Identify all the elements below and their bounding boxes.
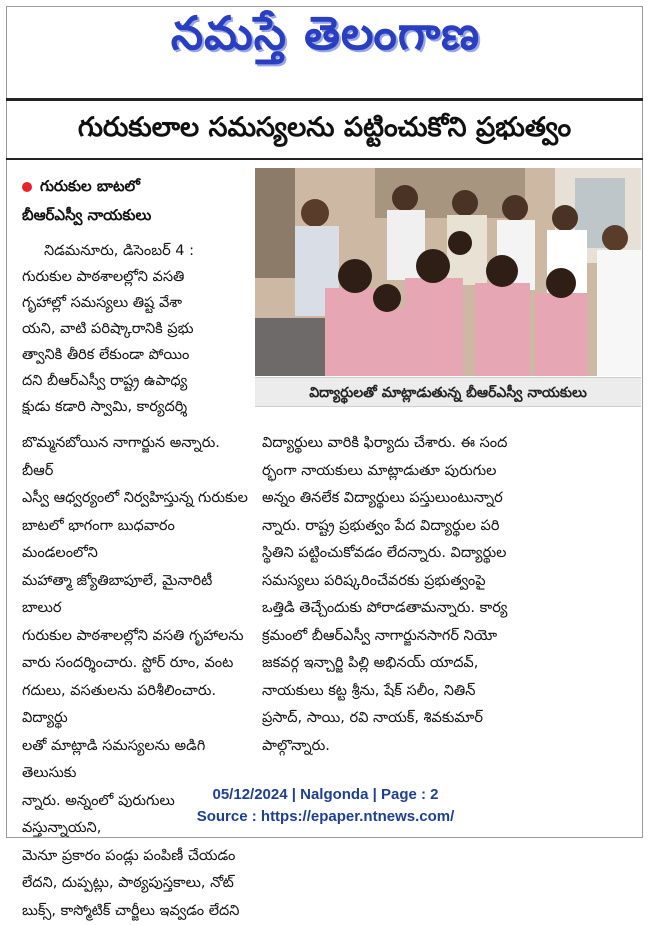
article-line: యని, వాటి పరిష్కారానికి ప్రభు — [22, 316, 254, 342]
subheading-line-1-text: గురుకుల బాటలో — [40, 177, 140, 195]
article-line: బాటలో భాగంగా బుధవారం మండలంలోని — [22, 513, 254, 568]
footer-date-line: 05/12/2024 | Nalgonda | Page : 2 — [0, 786, 651, 803]
subheading-line-2: బీఆర్ఎస్వీ నాయకులు — [22, 201, 252, 230]
masthead-logo: నమస్తే తెలంగాణ — [0, 6, 651, 72]
article-line: లతో మాట్లాడి సమస్యలను అడిగి తెలుసుకు — [22, 733, 254, 788]
article-line: న్నారు. అన్నంలో పురుగులు వస్తున్నాయని, — [22, 788, 254, 843]
article-line: ప్రసాద్, సాయి, రవి నాయక్, శివకుమార్ — [262, 705, 630, 733]
article-line: క్షుడు కడారి స్వామి, కార్యదర్శి — [22, 394, 254, 420]
article-line: నాయకులు కట్ట శ్రీను, షేక్ సలీం, నితిన్ — [262, 678, 630, 706]
photo-caption: విద్యార్థులతో మాట్లాడుతున్న బీఆర్ఎస్వీ నాయకులు — [255, 377, 641, 407]
article-line: విద్యార్థులు వారికి ఫిర్యాదు చేశారు. ఈ సంద — [262, 430, 630, 458]
article-line: ఒత్తిడి తెచ్చేందుకు పోరాడతామన్నారు. కార్య — [262, 595, 630, 623]
headline-divider — [6, 158, 643, 160]
article-line: అన్నం తినలేక విద్యార్థులు పస్తులుంటున్నార — [262, 485, 630, 513]
article-line: స్థితిని పట్టించుకోవడం లేదన్నారు. విద్యార్థుల — [262, 540, 630, 568]
news-photo — [255, 168, 641, 376]
article-line: న్నారు. రాష్ట్ర ప్రభుత్వం పేద విద్యార్థుల పరి — [262, 513, 630, 541]
headline: గురుకులాల సమస్యలను పట్టించుకోని ప్రభుత్వం — [6, 112, 643, 150]
article-line: బుక్స్, కాస్మోటిక్ చార్జీలు ఇవ్వడం లేదని — [22, 898, 254, 925]
article-line: క్రమంలో బీఆర్ఎస్వీ నాగార్జునసాగర్ నియో — [262, 623, 630, 651]
article-line: వారు సందర్శించారు. స్టోర్ రూం, వంట — [22, 650, 254, 678]
article-line: త్వానికి తీరిక లేకుండా పోయిం — [22, 342, 254, 368]
masthead-divider — [6, 98, 643, 101]
article-right-column — [262, 430, 630, 760]
article-line: గురుకుల పాఠశాలల్లోని వసతి — [22, 264, 254, 290]
subheading — [22, 172, 252, 230]
photo-illustration — [255, 168, 641, 376]
footer-source-line: Source : https://epaper.ntnews.com/ — [0, 808, 651, 825]
article-line: మెనూ ప్రకారం పండ్లు పంపిణీ చేయడం — [22, 843, 254, 871]
article-line: గదులు, వసతులను పరిశీలించారు. విద్యార్థు — [22, 678, 254, 733]
article-line: గృహాల్లో సమస్యలు తిష్ట వేశా — [22, 290, 254, 316]
article-line: గురుకుల పాఠశాలల్లోని వసతి గృహాలను — [22, 623, 254, 651]
article-line: సమస్యలు పరిష్కరించేవరకు ప్రభుత్వంపై — [262, 568, 630, 596]
article-line: జకవర్గ ఇన్చార్జి పిల్లి అభినయ్ యాదవ్, — [262, 650, 630, 678]
article-lead-column — [22, 238, 254, 420]
article-line: నిడమనూరు, డిసెంబర్ 4 : — [22, 238, 254, 264]
subheading-line-1 — [22, 172, 252, 201]
article-line: బొమ్మనబోయిన నాగార్జున అన్నారు. బీఆర్ — [22, 430, 254, 485]
bullet-icon — [22, 182, 32, 192]
article-line: మహాత్మా జ్యోతిబాపూలే, మైనారిటీ బాలుర — [22, 568, 254, 623]
article-line: దని బీఆర్ఎస్వీ రాష్ట్ర ఉపాధ్య — [22, 368, 254, 394]
article-line: పాల్గొన్నారు. — [262, 733, 630, 761]
article-left-column — [22, 430, 254, 925]
article-line: ఎస్వీ ఆధ్వర్యంలో నిర్వహిస్తున్న గురుకుల — [22, 485, 254, 513]
article-line: లేదని, దుప్పట్లు, పాఠ్యపుస్తకాలు, నోట్ — [22, 870, 254, 898]
article-line: ర్భంగా నాయకులు మాట్లాడుతూ పురుగుల — [262, 458, 630, 486]
